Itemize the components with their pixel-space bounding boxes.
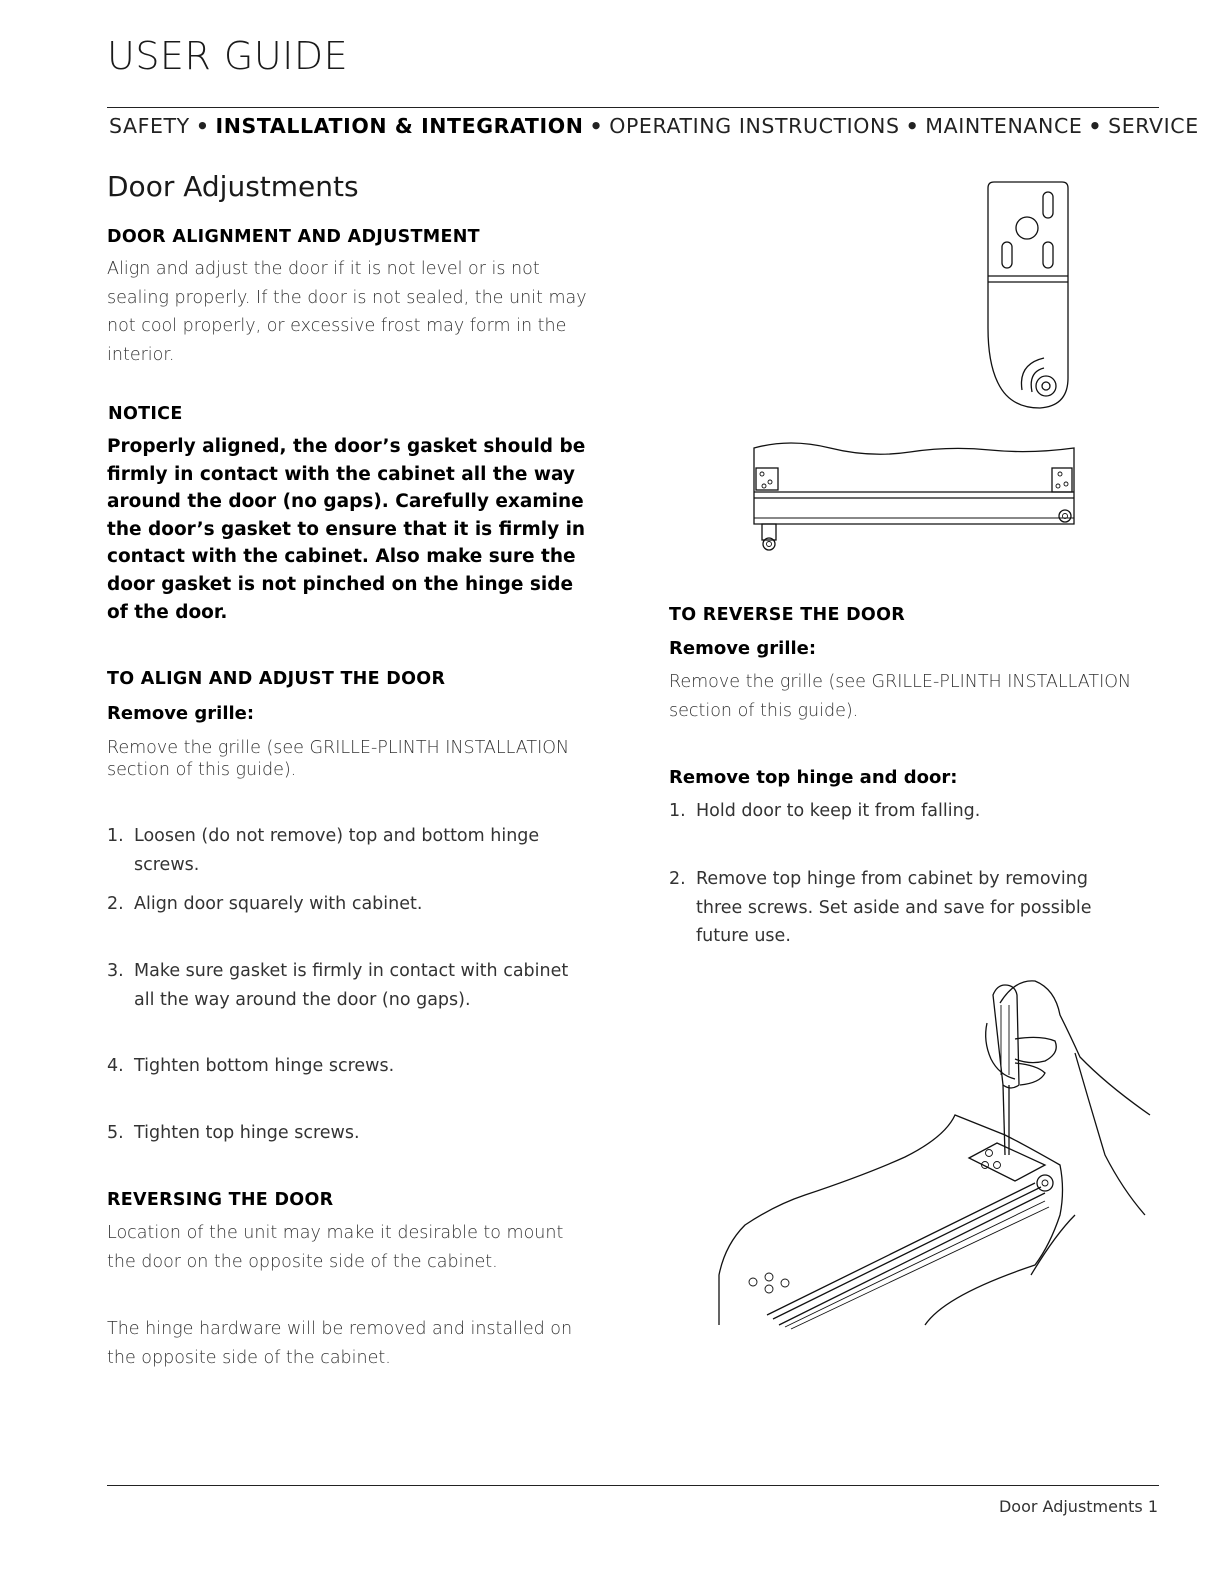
reversing-heading: REVERSING THE DOOR bbox=[107, 1190, 334, 1210]
list-item bbox=[669, 865, 1139, 951]
list-item bbox=[107, 1119, 607, 1148]
reversing-body-2: The hinge hardware will be removed and installed on the opposite side of the cabinet. bbox=[107, 1319, 573, 1368]
nav-separator: • bbox=[589, 114, 604, 138]
page-title: USER GUIDE bbox=[107, 34, 349, 78]
footer-page-label: Door Adjustments 1 bbox=[998, 1497, 1158, 1516]
list-item bbox=[669, 797, 1149, 826]
alignment-body: Align and adjust the door if it is not level or is not sealing properly. If the door is not sealed, the unit may not cool properly, or excessive frost may form in the interior. bbox=[107, 259, 587, 365]
step-text: Loosen (do not remove) top and bottom hinge screws. bbox=[134, 826, 540, 875]
list-item bbox=[107, 1052, 607, 1081]
step-number: 3. bbox=[107, 961, 124, 981]
nav-separator: • bbox=[195, 114, 210, 138]
nav-item-service[interactable]: SERVICE bbox=[1108, 114, 1199, 138]
nav-item-safety[interactable]: SAFETY bbox=[109, 114, 190, 138]
nav-item-operating[interactable]: OPERATING INSTRUCTIONS bbox=[609, 114, 900, 138]
align-subheading: Remove grille: bbox=[107, 703, 255, 724]
step-number: 1. bbox=[107, 826, 124, 846]
notice-heading: NOTICE bbox=[108, 404, 183, 424]
footer-divider bbox=[107, 1485, 1159, 1486]
list-item bbox=[107, 957, 587, 1014]
list-item bbox=[107, 822, 607, 879]
notice-body: Properly aligned, the door’s gasket should be firmly in contact with the cabinet all the way around the door (no gaps). Carefully examine the door’s gasket to ensure that it is firmly in contact with the cabinet. Also make sure the door gasket is not pinched on the hinge side of the door. bbox=[107, 436, 586, 623]
header-divider bbox=[107, 107, 1159, 108]
align-body: Remove the grille (see GRILLE-PLINTH INSTALLATION section of this guide). bbox=[107, 738, 570, 780]
step-number: 2. bbox=[669, 869, 686, 889]
door-top-view-illustration bbox=[750, 440, 1080, 555]
step-text: Make sure gasket is firmly in contact with cabinet all the way around the door (no gaps). bbox=[134, 961, 569, 1010]
step-text: Align door squarely with cabinet. bbox=[134, 894, 423, 914]
step-number: 5. bbox=[107, 1123, 124, 1143]
nav-separator: • bbox=[1088, 114, 1103, 138]
reversing-body-1: Location of the unit may make it desirable to mount the door on the opposite side of the cabinet. bbox=[107, 1223, 564, 1272]
nav-item-maintenance[interactable]: MAINTENANCE bbox=[925, 114, 1083, 138]
step-number: 1. bbox=[669, 801, 686, 821]
step-number: 2. bbox=[107, 894, 124, 914]
section-title: Door Adjustments bbox=[107, 170, 359, 203]
hand-screwdriver-hinge-illustration bbox=[715, 975, 1155, 1335]
nav-separator: • bbox=[905, 114, 920, 138]
reverse-subheading-hinge: Remove top hinge and door: bbox=[669, 767, 958, 788]
list-item bbox=[107, 890, 607, 919]
hinge-bracket-illustration bbox=[980, 178, 1080, 413]
step-text: Tighten bottom hinge screws. bbox=[134, 1056, 395, 1076]
alignment-heading: DOOR ALIGNMENT AND ADJUSTMENT bbox=[107, 227, 480, 247]
step-text: Hold door to keep it from falling. bbox=[696, 801, 981, 821]
reverse-subheading-grille: Remove grille: bbox=[669, 638, 817, 659]
align-heading: TO ALIGN AND ADJUST THE DOOR bbox=[107, 669, 446, 689]
reverse-body: Remove the grille (see GRILLE-PLINTH INSTALLATION section of this guide). bbox=[669, 672, 1132, 721]
nav-item-installation[interactable]: INSTALLATION & INTEGRATION bbox=[215, 114, 584, 138]
step-text: Tighten top hinge screws. bbox=[134, 1123, 360, 1143]
step-number: 4. bbox=[107, 1056, 124, 1076]
section-nav bbox=[109, 114, 1199, 138]
step-text: Remove top hinge from cabinet by removing three screws. Set aside and save for possible future use. bbox=[696, 869, 1092, 946]
reverse-heading: TO REVERSE THE DOOR bbox=[669, 605, 906, 625]
